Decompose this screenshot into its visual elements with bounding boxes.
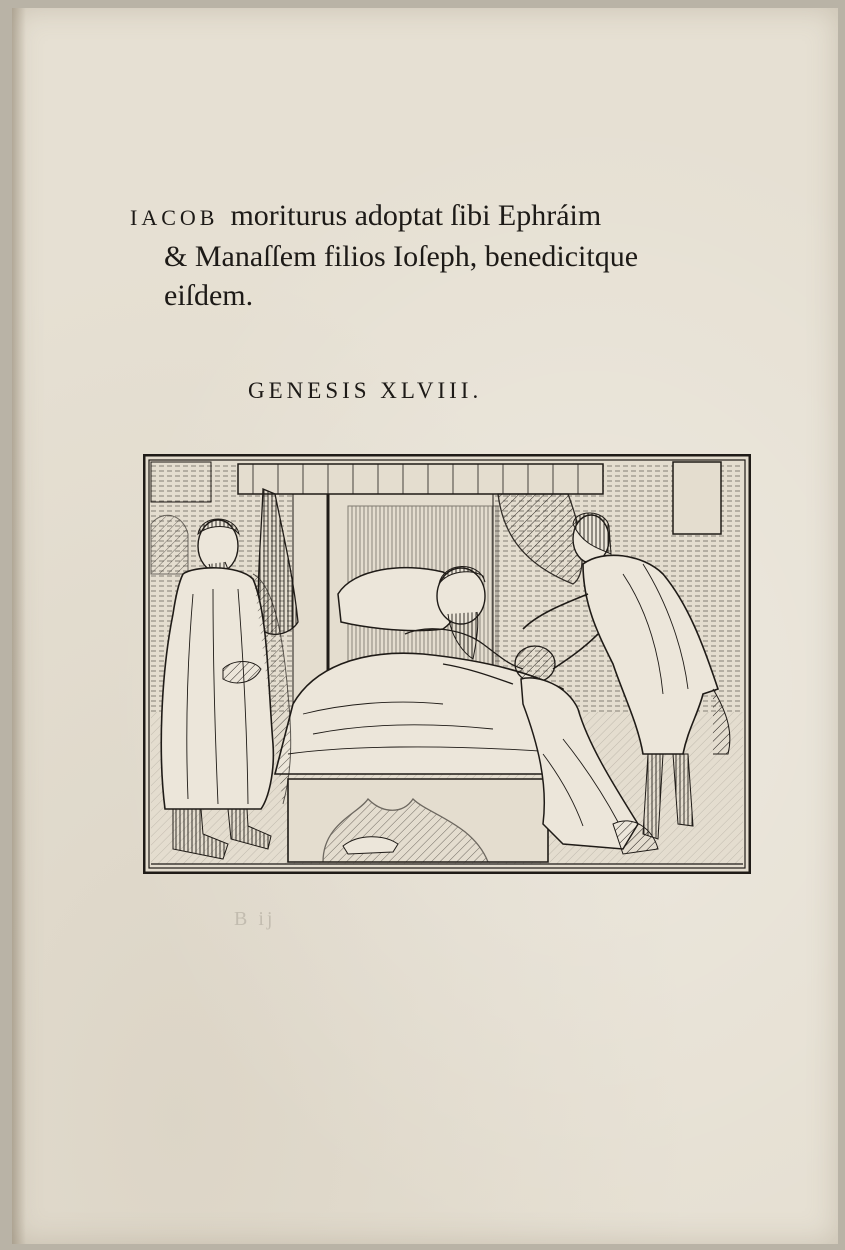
woodcut-svg — [143, 454, 751, 874]
book-page — [12, 8, 838, 1244]
caption-line-2: & Manaſſem filios Ioſeph, benedicitque — [164, 240, 639, 273]
woodcut-illustration — [143, 454, 751, 874]
woodcut-caption — [130, 196, 770, 315]
caption-line-3: eiſdem. — [164, 279, 254, 312]
caption-line-1 — [130, 196, 770, 237]
bleed-through-signature: B ij — [234, 908, 276, 930]
chapter-heading: GENESIS XLVIII. — [248, 378, 483, 403]
caption-line-1-text: moriturus adoptat ſibi Ephráim — [230, 199, 602, 232]
caption-initial-word: IACOB — [130, 205, 219, 230]
